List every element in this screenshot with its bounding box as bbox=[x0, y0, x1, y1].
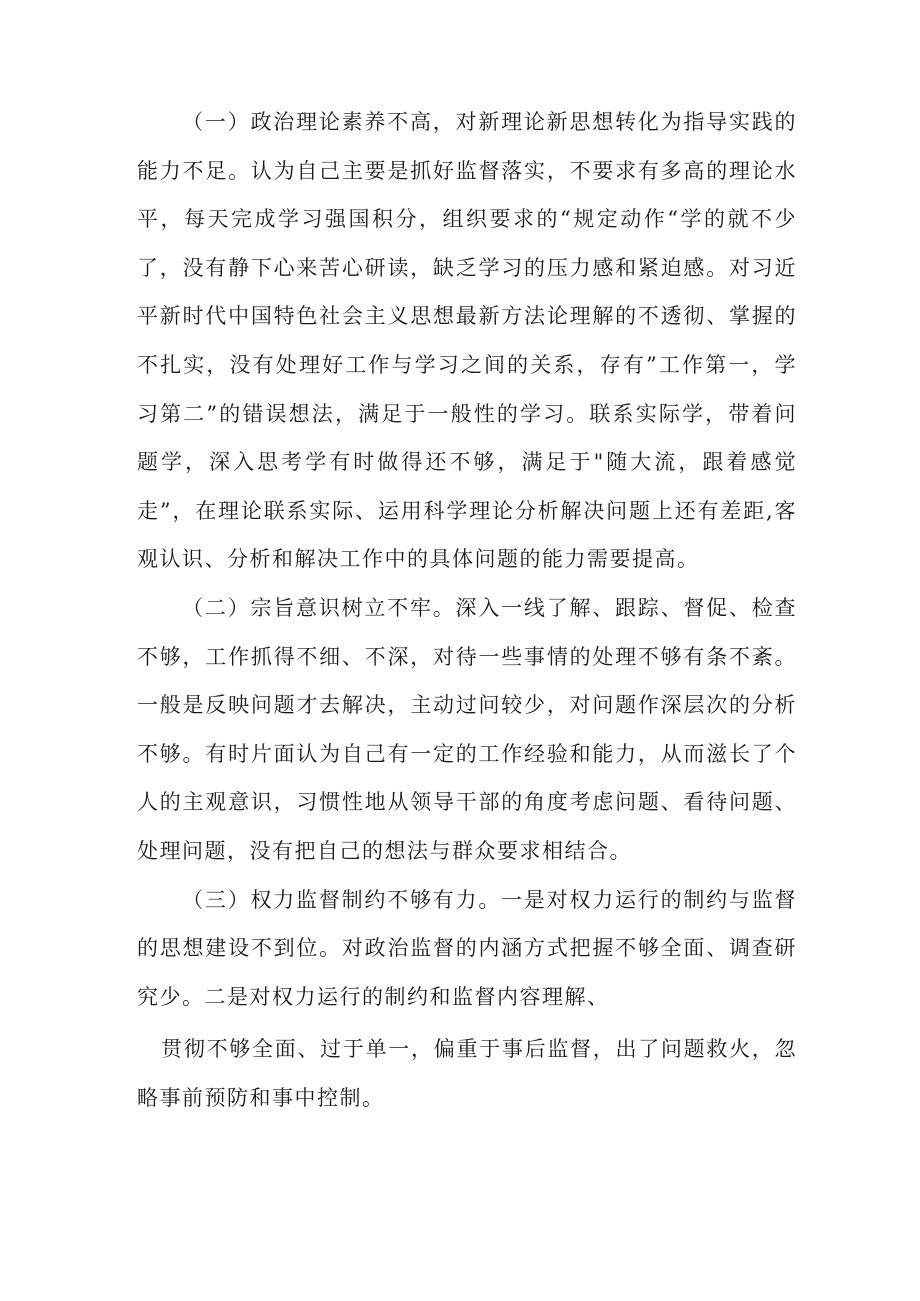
paragraph-political-theory: （一）政治理论素养不高，对新理论新思想转化为指导实践的能力不足。认为自己主要是抓好监督落实，不要求有多高的理论水平，每天完成学习强国积分，组织要求的“规定动作“学的就不少了，没有静下心来苦心研读，缺乏学习的压力感和紧迫感。对习近平新时代中国特色社会主义思想最新方法论理解的不透彻、掌握的不扎实，没有处理好工作与学习之间的关系，存有”工作第一，学习第二”的错误想法，满足于一般性的学习。联系实际学，带着问题学，深入思考学有时做得还不够，满足于"随大流，跟着感觉走”，在理论联系实际、运用科学理论分析解决问题上还有差距,客观认识、分析和解决工作中的具体问题的能力需要提高。 bbox=[137, 110, 797, 572]
paragraph-power-supervision: （三）权力监督制约不够有力。一是对权力运行的制约与监督的思想建设不到位。对政治监督的内涵方式把握不够全面、调查研究少。二是对权力运行的制约和监督内容理解、 bbox=[137, 887, 797, 1009]
paragraph-continuation: 贯彻不够全面、过于单一，偏重于事后监督，出了问题救火，忽略事前预防和事中控制。 bbox=[137, 1037, 797, 1110]
document-body bbox=[137, 98, 797, 1122]
paragraph-purpose-awareness: （二）宗旨意识树立不牢。深入一线了解、跟踪、督促、检查不够，工作抓得不细、不深，对待一些事情的处理不够有条不紊。一般是反映问题才去解决，主动过问较少，对问题作深层次的分析不够。有时片面认为自己有一定的工作经验和能力，从而滋长了个人的主观意识，习惯性地从领导干部的角度考虑问题、看待问题、处理问题，没有把自己的想法与群众要求相结合。 bbox=[137, 595, 797, 863]
